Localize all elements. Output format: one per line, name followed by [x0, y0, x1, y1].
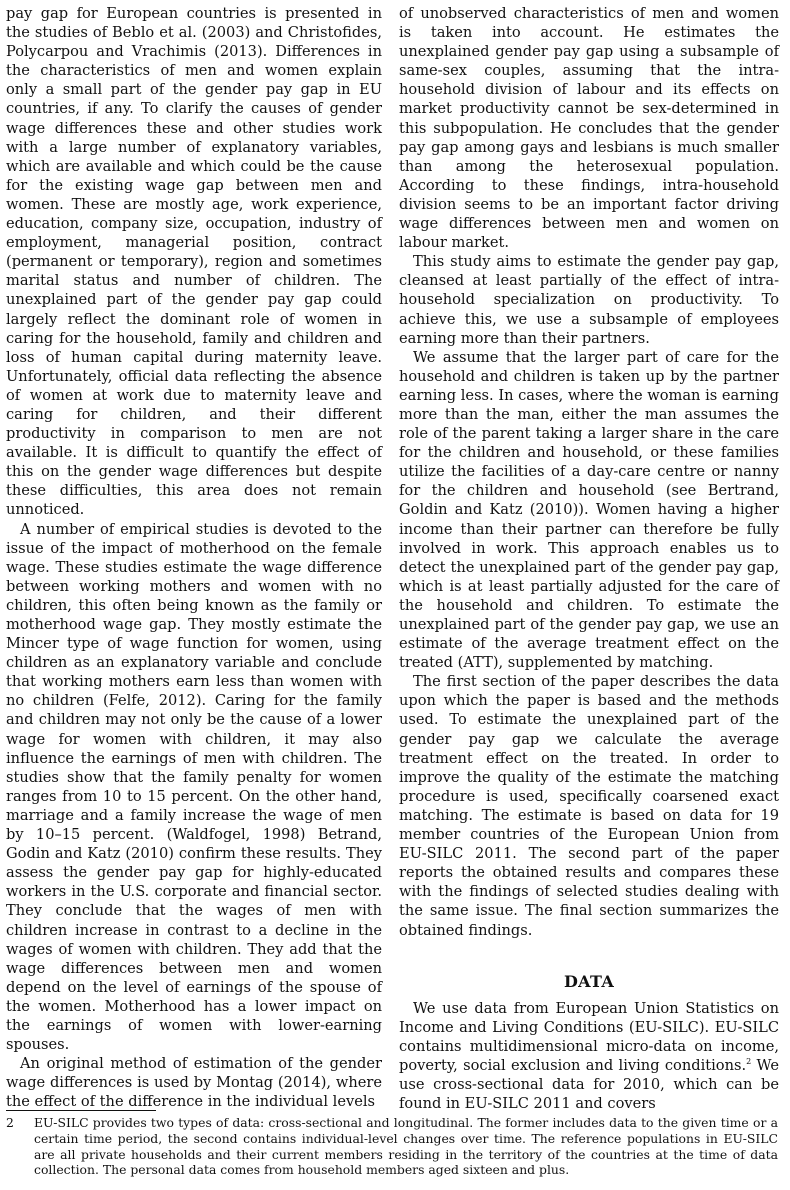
two-column-body [6, 4, 780, 1113]
paragraph: We assume that the larger part of care for the household and children is taken up by the partner earning less. In cases, where the woman is earning more than the man, either the man assumes the role of the parent taking a larger share in the care for the children and household, or these families utilize the facilities of a day-care centre or nanny for the children and household (see Bertrand, Goldin and Katz (2010)). Women having a higher income than their partner can therefore be fully involved in work. This approach enables us to detect the unexplained part of the gender pay gap, which is at least partially adjusted for the care of the household and children. To estimate the unexplained part of the gender pay gap, we use an estimate of the average treatment effect on the treated (ATT), supplemented by matching. [399, 348, 779, 672]
footnote [6, 1115, 778, 1178]
paragraph: An original method of estimation of the gender wage differences is used by Montag (2014), where the effect of the difference in the individual levels [6, 1055, 382, 1111]
footnote-divider [6, 1110, 156, 1111]
paragraph: pay gap for European countries is presented in the studies of Beblo et al. (2003) and Christofides, Polycarpou and Vrachimis (2013). Differences in the characteristics of men and women explain only a small part of the gender pay gap in EU countries, if any. To clarify the causes of gender wage differences these and other studies work with a large number of explanatory variables, which are available and which could be the cause for the existing wage gap between men and women. These are mostly age, work experience, education, company size, occupation, industry of employment, managerial position, contract (permanent or temporary), region and sometimes marital status and number of children. The unexplained part of the gender pay gap could largely reflect the dominant role of women in caring for the household, family and children and loss of human capital during maternity leave. Unfortunately, official data reflecting the absence of women at work due to maternity leave and caring for children, and their different productivity in comparison to men are not available. It is difficult to quantify the effect of this on the gender wage differences but despite these difficulties, this area does not remain unnoticed. [6, 5, 382, 519]
data-paragraph [399, 999, 779, 1114]
footnotes [6, 1110, 778, 1178]
paragraph: This study aims to estimate the gender pay gap, cleansed at least partially of the effect of intra-household specialization on productivity. To achieve this, we use a subsample of employees earning more than their partners. [399, 253, 779, 347]
paragraph-text: We use cross-sectional data for 2010, which can be found in EU-SILC 2011 and covers [399, 1056, 779, 1113]
footnote-reference[interactable]: 2 [746, 1057, 752, 1067]
footnote-number: 2 [6, 1115, 14, 1130]
section-heading-data: DATA [563, 971, 615, 991]
paragraph-text: We use data from European Union Statistics on Income and Living Conditions (EU-SILC). EU-SILC contains multidimensional micro-data on income, poverty, social exclusion and living conditions. [399, 999, 779, 1074]
paragraph: A number of empirical studies is devoted to the issue of the impact of motherhood on the female wage. These studies estimate the wage difference between working mothers and women with no children, this often being known as the family or motherhood wage gap. They mostly estimate the Mincer type of wage function for women, using children as an explanatory variable and conclude that working mothers earn less than women with no children (Felfe, 2012). Caring for the family and children may not only be the cause of a lower wage for women with children, it may also influence the earnings of men with children. The studies show that the family penalty for women ranges from 10 to 15 percent. On the other hand, marriage and a family increase the wage of men by 10–15 percent. (Waldfogel, 1998) Betrand, Godin and Katz (2010) confirm these results. They assess the gender pay gap for highly-educated workers in the U.S. corporate and financial sector. They conclude that the wages of men with children increase in contrast to a decline in the wages of women with children. They add that the wage differences between men and women depend on the level of earnings of the spouse of the women. Motherhood has a lower impact on the earnings of women with lower-earning spouses. [6, 520, 382, 1054]
right-column [399, 4, 779, 1113]
paragraph: The first section of the paper describes the data upon which the paper is based and the methods used. To estimate the unexplained part of the gender pay gap we calculate the average treatment effect on the treated. In order to improve the quality of the estimate the matching procedure is used, specifically coarsened exact matching. The estimate is based on data for 19 member countries of the European Union from EU-SILC 2011. The second part of the paper reports the obtained results and compares these with the findings of selected studies dealing with the same issue. The final section summarizes the obtained findings. [399, 673, 779, 939]
left-column [6, 4, 382, 1113]
paragraph: of unobserved characteristics of men and women is taken into account. He estimates the unexplained gender pay gap using a subsample of same-sex couples, assuming that the intra-household division of labour and its effects on market productivity cannot be sex-determined in this subpopulation. He concludes that the gender pay gap among gays and lesbians is much smaller than among the heterosexual population. According to these findings, intra-household division seems to be an important factor driving wage differences between men and women on labour market. [399, 5, 779, 252]
footnote-text: EU-SILC provides two types of data: cross-sectional and longitudinal. The former includes data to the given time or a certain time period, the second contains individual-level changes over time. The reference populations in EU-SILC are all private households and their current members residing in the territory of the countries at the time of data collection. The personal data comes from household members aged sixteen and plus. [34, 1115, 778, 1178]
